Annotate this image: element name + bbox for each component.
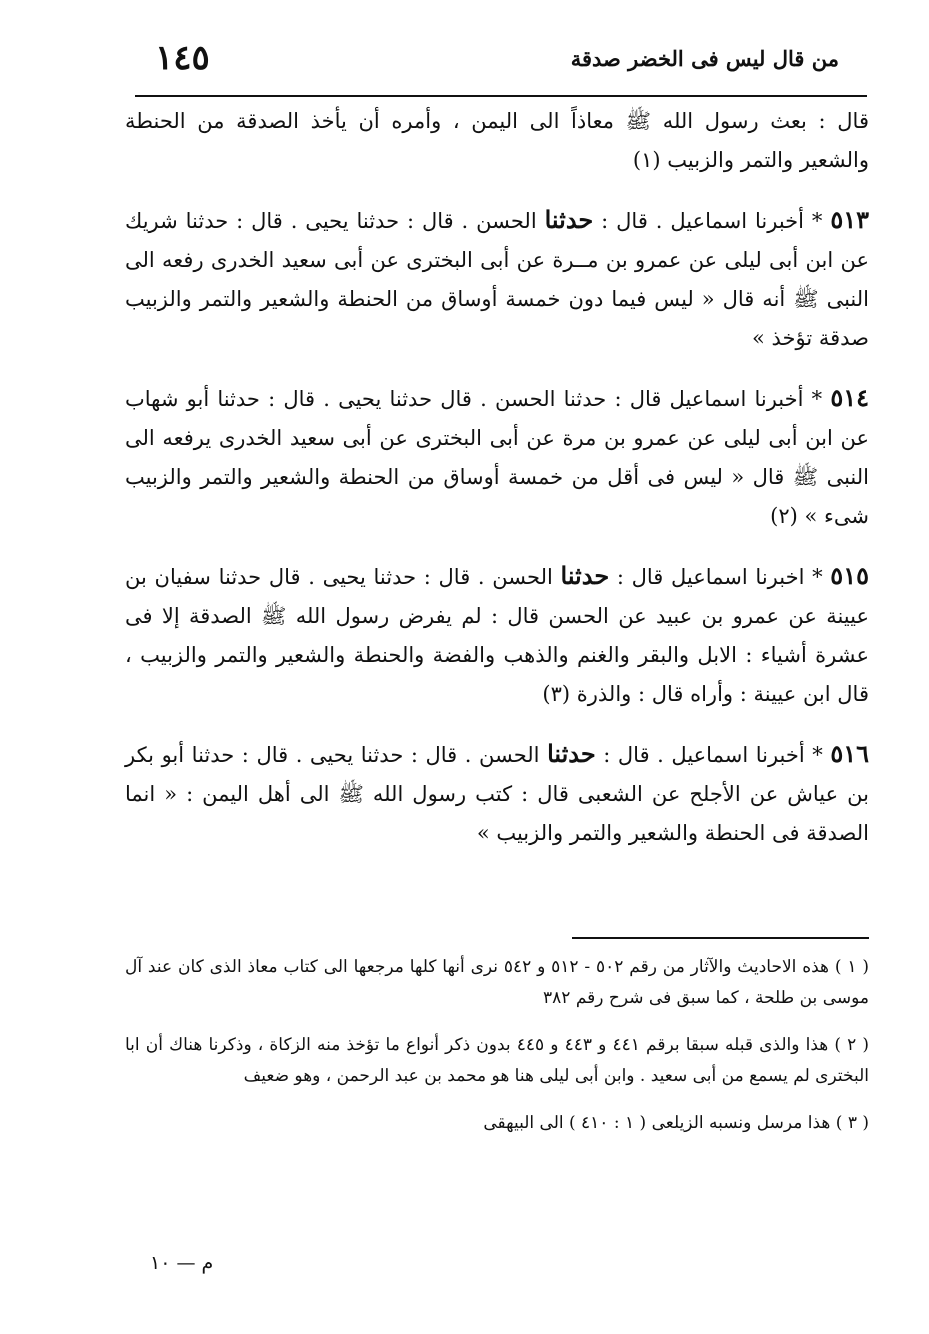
page-number: ١٤٥	[155, 38, 210, 78]
hadith-514	[125, 378, 869, 536]
header-rule	[135, 95, 867, 97]
hadith-lead: * أخبرنا اسماعيل . قال :	[603, 743, 823, 767]
running-title: من قال ليس فى الخضر صدقة	[570, 46, 839, 71]
paragraph-text: قال : بعث رسول الله ﷺ معاذاً الى اليمن ، وأمره أن يأخذ الصدقة من الحنطة والشعير والتمر والزبيب (١)	[125, 109, 869, 172]
hadith-516	[125, 734, 869, 853]
hadith-emphasis: حدثنا	[560, 561, 610, 590]
hadith-lead: * أخبرنا اسماعيل قال :	[614, 387, 823, 411]
hadith-text: الحسن . قال : حدثنا يحيى . قال : حدثنا أبو بكر بن عياش عن الأجلح عن الشعبى قال : كتب رسول الله ﷺ الى أهل اليمن : « انما الصدقة فى الحنطة والشعير والتمر والزبيب »	[125, 743, 869, 845]
hadith-text: حدثنا الحسن . قال حدثنا يحيى . قال : حدثنا أبو شهاب عن ابن أبى ليلى عن عمرو بن مرة عن أبى البخترى عن أبى سعيد الخدرى يرفعه الى النبى ﷺ قال « ليس فى أقل من خمسة أوساق من الحنطة والشعير والتمر والزبيب شىء » (٢)	[125, 387, 869, 528]
hadith-515	[125, 556, 869, 714]
hadith-513	[125, 200, 869, 358]
hadith-emphasis: حدثنا	[547, 739, 596, 768]
hadith-number: ٥١٣	[830, 205, 869, 234]
hadith-text: الحسن . قال : حدثنا يحيى . قال : حدثنا شريك عن ابن أبى ليلى عن عمرو بن مــرة عن أبى البخترى عن أبى سعيد الخدرى رفعه الى النبى ﷺ أنه قال « ليس فيما دون خمسة أوساق من الحنطة والشعير والتمر والزبيب صدقة تؤخذ »	[125, 209, 869, 350]
printer-signature: م — ١٠	[150, 1252, 214, 1274]
footnote-3: ( ٣ ) هذا مرسل ونسبه الزيلعى ( ١ : ٤١٠ ) الى البيهقى	[483, 1113, 869, 1133]
main-text	[125, 102, 869, 873]
hadith-lead: * اخبرنا اسماعيل قال :	[616, 565, 823, 589]
paragraph-intro	[125, 102, 869, 180]
footnote-rule	[572, 937, 869, 939]
hadith-number: ٥١٦	[830, 739, 869, 768]
hadith-number: ٥١٤	[830, 383, 869, 412]
hadith-lead: * أخبرنا اسماعيل . قال :	[601, 209, 823, 233]
footnotes	[125, 952, 869, 1155]
hadith-text: الحسن . قال : حدثنا يحيى . قال حدثنا سفيان بن عيينة عن عمرو بن عبيد عن الحسن قال : لم يفرض رسول الله ﷺ الصدقة إلا فى عشرة أشياء : الابل والبقر والغنم والذهب والفضة والحنطة والشعير والتمر والزبيب ، قال ابن عيينة : وأراه قال : والذرة (٣)	[125, 565, 869, 706]
hadith-number: ٥١٥	[830, 561, 869, 590]
hadith-emphasis: حدثنا	[544, 205, 594, 234]
page-header	[135, 36, 839, 88]
footnote-1: ( ١ ) هذه الاحاديث والآثار من رقم ٥٠٢ - ٥١٢ و ٥٤٢ نرى أنها كلها مرجعها الى كتاب معاذ الذى كان عند آل موسى بن طلحة ، كما سبق فى شرح رقم ٣٨٢	[125, 957, 869, 1008]
footnote-2: ( ٢ ) هذا والذى قبله سبقا برقم ٤٤١ و ٤٤٣ و ٤٤٥ بدون ذكر أنواع ما تؤخذ منه الزكاة ، وذكرنا هناك أن ابا البخترى لم يسمع من أبى سعيد . وابن أبى ليلى هنا هو محمد بن عبد الرحمن ، وهو ضعيف	[125, 1035, 869, 1086]
